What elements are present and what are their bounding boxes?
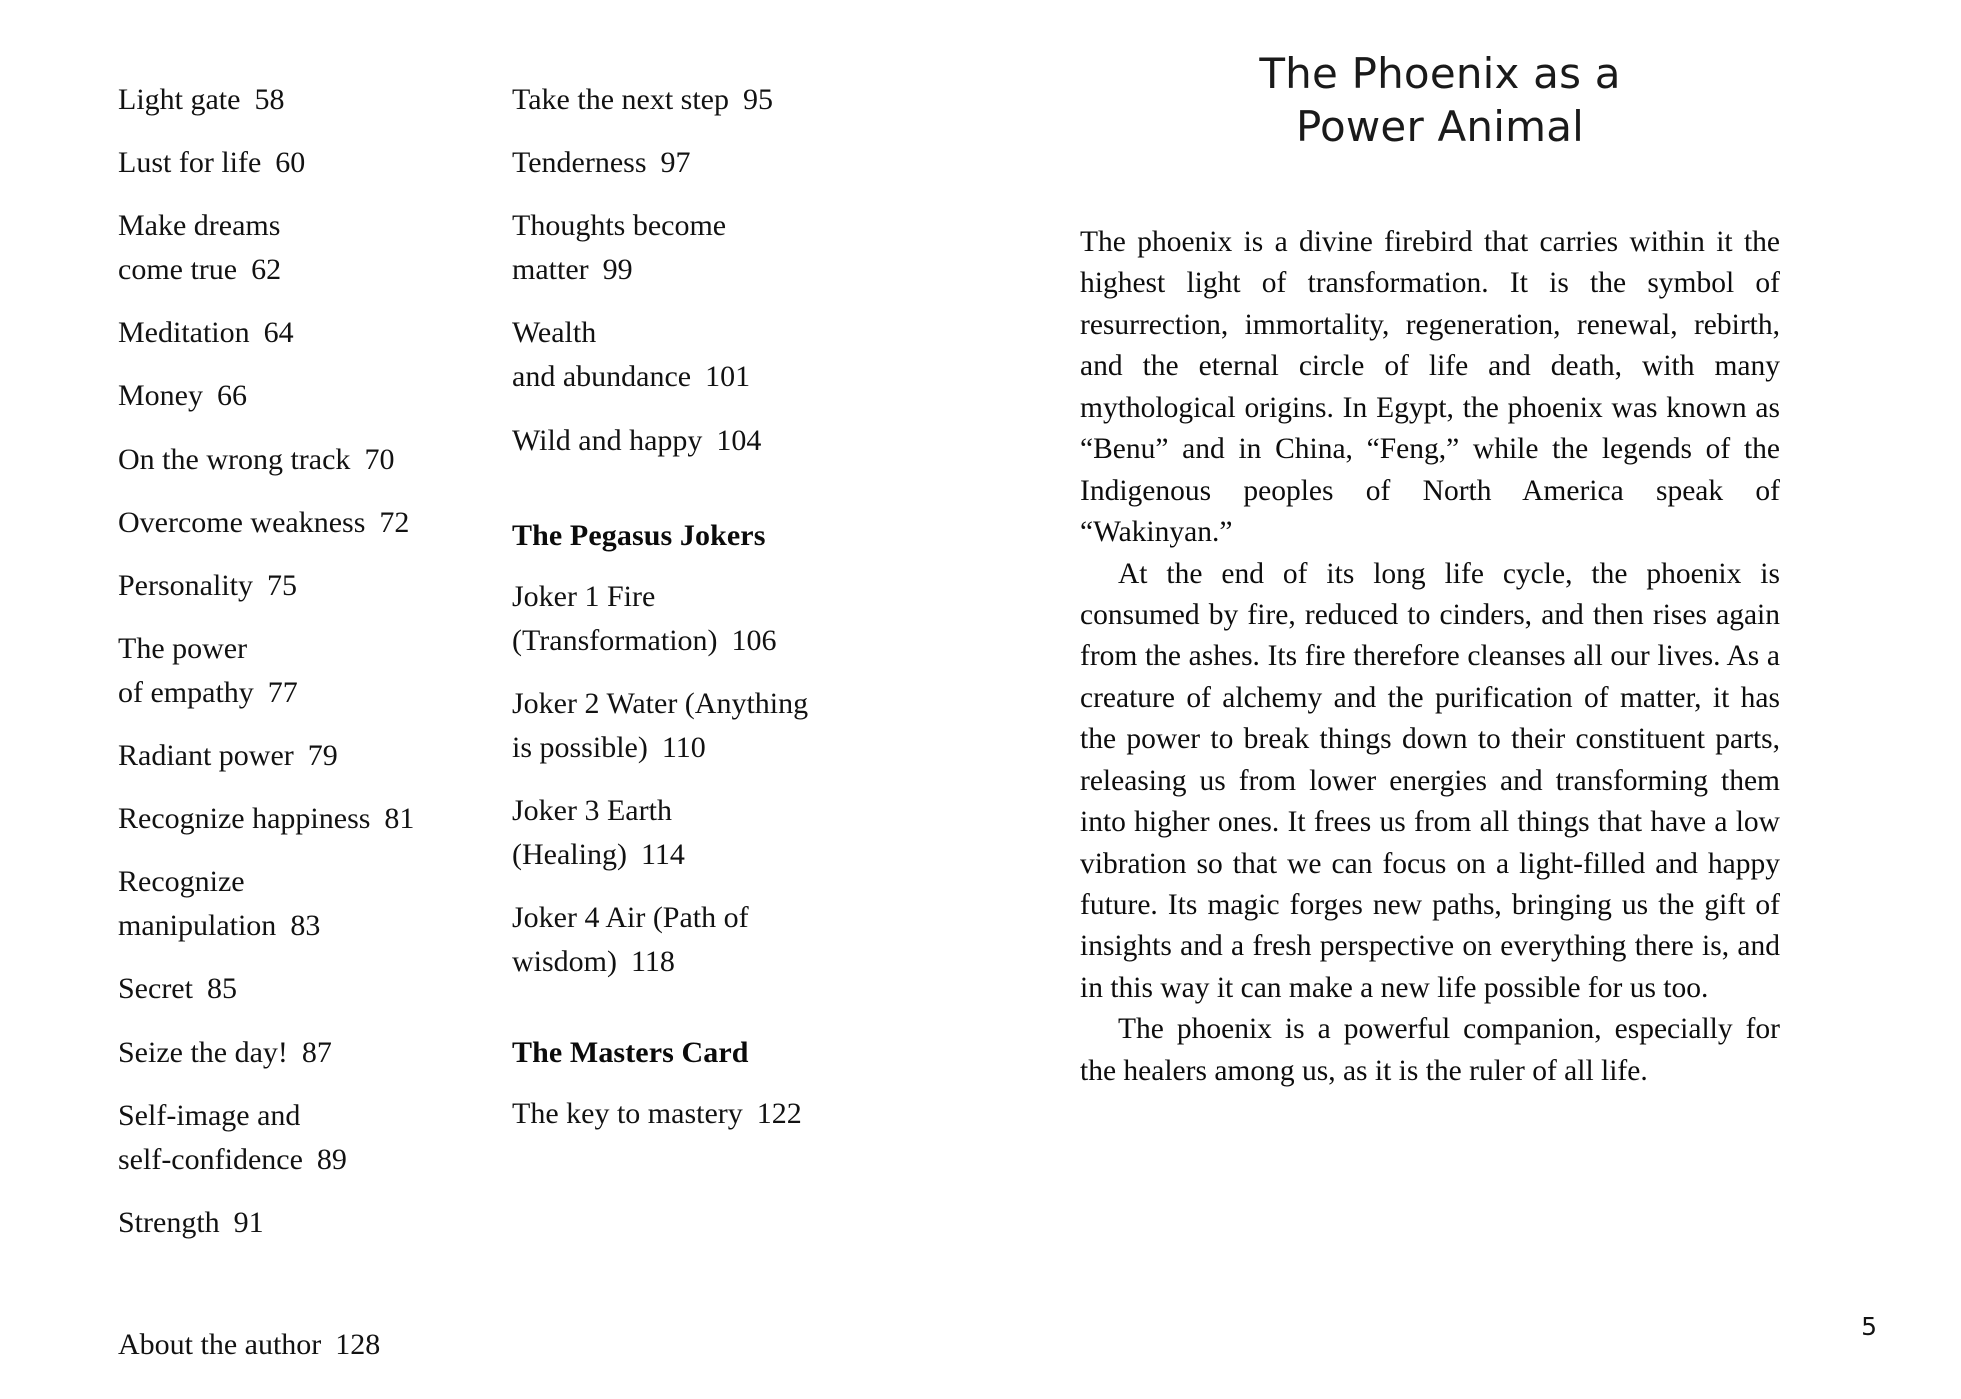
toc-entry-title: Lust for life (118, 146, 262, 180)
toc-entry-page: 114 (640, 838, 685, 872)
toc-entry-page: 118 (631, 945, 675, 979)
toc-entry-title: Radiant power (118, 739, 294, 773)
toc-entry-page: 70 (364, 442, 395, 476)
toc-entry-title: About the author (118, 1327, 322, 1361)
toc-entry (118, 501, 418, 545)
toc-entry-page: 60 (275, 146, 306, 180)
toc-entry-page: 97 (660, 146, 691, 180)
page-number: 5 (1861, 1312, 1877, 1341)
toc-entry (512, 204, 832, 292)
toc-entry-title: Joker 4 Air (Path of (512, 901, 749, 935)
toc-entry-title: Overcome weakness (118, 505, 366, 539)
toc-entry (118, 1201, 418, 1245)
toc-entry-title: Secret (118, 972, 193, 1006)
toc-entry-title: The key to mastery (512, 1097, 743, 1131)
toc-entry (512, 1092, 832, 1136)
chapter-body-text (1080, 222, 1780, 1092)
toc-entry-page: 81 (384, 802, 415, 836)
toc-entry (118, 564, 418, 608)
toc-entry (118, 797, 418, 841)
toc-entry-title: Self-image and (118, 1098, 301, 1132)
toc-entry-page: 83 (290, 909, 321, 943)
toc-entry (118, 374, 418, 418)
toc-entry-title: Seize the day! (118, 1035, 288, 1069)
toc-entry-page: 99 (602, 253, 633, 287)
toc-entry-title-line2: (Healing) (512, 838, 627, 872)
toc-entry-title-line2: and abundance (512, 360, 692, 394)
toc-entry-title: Joker 3 Earth (512, 794, 672, 828)
toc-entry (118, 627, 418, 715)
toc-entry-title-line2: manipulation (118, 909, 277, 943)
toc-entry (118, 78, 418, 122)
toc-entry (512, 141, 832, 185)
toc-entry-page: 91 (233, 1205, 264, 1239)
toc-entry-title: Wild and happy (512, 423, 703, 457)
paragraph: At the end of its long life cycle, the phoenix is consumed by fire, reduced to cinders, and then rises again from the ashes. Its fire therefore cleanses all our lives. As a creature of alchemy and the purification of matter, it has the power to break things down to their constituent parts, releasing us from lower energies and transforming them into higher ones. It frees us from all things that have a low vibration so that we can focus on a light-filled and happy future. Its magic forges new paths, bringing us the gift of insights and a fresh perspective on everything there is, and in this way it can make a new life possible for us too. (1080, 557, 1780, 1004)
toc-entry-title: Money (118, 379, 203, 413)
page-title-line-2: Power Animal (1295, 101, 1585, 151)
toc-entry (118, 204, 418, 292)
toc-entry-page: 95 (743, 83, 773, 116)
toc-entry (118, 141, 418, 185)
toc-entry-title-line2: wisdom) (512, 945, 617, 979)
right-page-chapter (980, 0, 1961, 1399)
toc-entry-title: Meditation (118, 316, 250, 350)
toc-entry-page: 106 (731, 623, 777, 657)
toc-entry-page: 128 (335, 1327, 381, 1361)
toc-entry-page: 58 (254, 83, 285, 116)
toc-entry-page: 122 (756, 1097, 802, 1131)
toc-entry-title: Thoughts become (512, 209, 727, 243)
toc-entry (512, 78, 832, 122)
toc-column-one (118, 78, 418, 1386)
toc-entry-title: Recognize (118, 865, 245, 899)
toc-entry (512, 789, 832, 877)
toc-entry-page: 104 (716, 423, 762, 457)
toc-entry-title-line2: (Transformation) (512, 623, 718, 657)
toc-entry-page: 75 (267, 568, 297, 602)
toc-entry-title: Recognize happiness (118, 802, 371, 836)
toc-entry-title: Light gate (118, 83, 241, 116)
toc-section-heading-masters-card: The Masters Card (512, 1036, 749, 1070)
toc-entry (512, 575, 832, 663)
toc-entry-title-line2: come true (118, 253, 238, 287)
paragraph: The phoenix is a divine firebird that carries within it the highest light of transformation. It is the symbol of resurrection, immortality, regeneration, renewal, rebirth, and the eternal circle of life and death, with many mythological origins. In Egypt, the phoenix was known as “Benu” and in China, “Feng,” while the legends of the Indigenous peoples of North America speak of “Wakinyan.” (1080, 226, 1780, 549)
toc-entry-title-line2: self-confidence (118, 1142, 303, 1176)
toc-entry (118, 1094, 418, 1182)
toc-entry-page: 66 (217, 379, 247, 413)
toc-section-heading-pegasus-jokers: The Pegasus Jokers (512, 518, 766, 552)
toc-entry-title: Tenderness (512, 146, 647, 180)
toc-entry-page: 101 (705, 360, 751, 394)
toc-column-two (512, 78, 832, 1156)
toc-entry-title: Make dreams (118, 209, 281, 243)
toc-entry-title-line2: matter (512, 253, 589, 287)
toc-entry (512, 682, 832, 770)
toc-entry (118, 734, 418, 778)
toc-entry-title-line2: of empathy (118, 675, 254, 709)
toc-entry-title: Take the next step (512, 83, 729, 116)
toc-entry-title-line2: is possible) (512, 730, 648, 764)
toc-entry-title: Joker 2 Water (Anything (512, 686, 809, 720)
paragraph: The phoenix is a powerful companion, especially for the healers among us, as it is the ruler of all life. (1080, 1013, 1780, 1087)
toc-entry (118, 860, 418, 948)
toc-entry-title: Strength (118, 1205, 220, 1239)
toc-entry-title: The power (118, 631, 248, 665)
toc-entry-page: 85 (206, 972, 237, 1006)
toc-entry (118, 438, 418, 482)
toc-entry-page: 77 (267, 675, 298, 709)
toc-entry (512, 419, 832, 463)
toc-entry-about-the-author (118, 1323, 418, 1367)
toc-entry-title: On the wrong track (118, 442, 351, 476)
toc-entry (118, 967, 418, 1011)
toc-entry-page: 110 (661, 730, 706, 764)
toc-entry-title: Joker 1 Fire (512, 579, 656, 613)
page-title-line-1: The Phoenix as a (1259, 49, 1621, 98)
toc-entry-page: 62 (251, 253, 282, 287)
toc-entry-page: 64 (263, 316, 294, 350)
toc-entry-page: 72 (379, 505, 410, 539)
left-page-table-of-contents (0, 0, 980, 1399)
toc-entry-page: 89 (316, 1142, 347, 1176)
toc-entry-title: Personality (118, 568, 253, 602)
toc-entry-page: 79 (307, 739, 338, 773)
toc-entry-page: 87 (301, 1035, 332, 1069)
toc-entry (118, 1031, 418, 1075)
toc-entry (118, 311, 418, 355)
toc-entry (512, 311, 832, 399)
toc-entry-title: Wealth (512, 316, 597, 350)
page-title (980, 48, 1900, 154)
toc-entry (512, 896, 832, 984)
